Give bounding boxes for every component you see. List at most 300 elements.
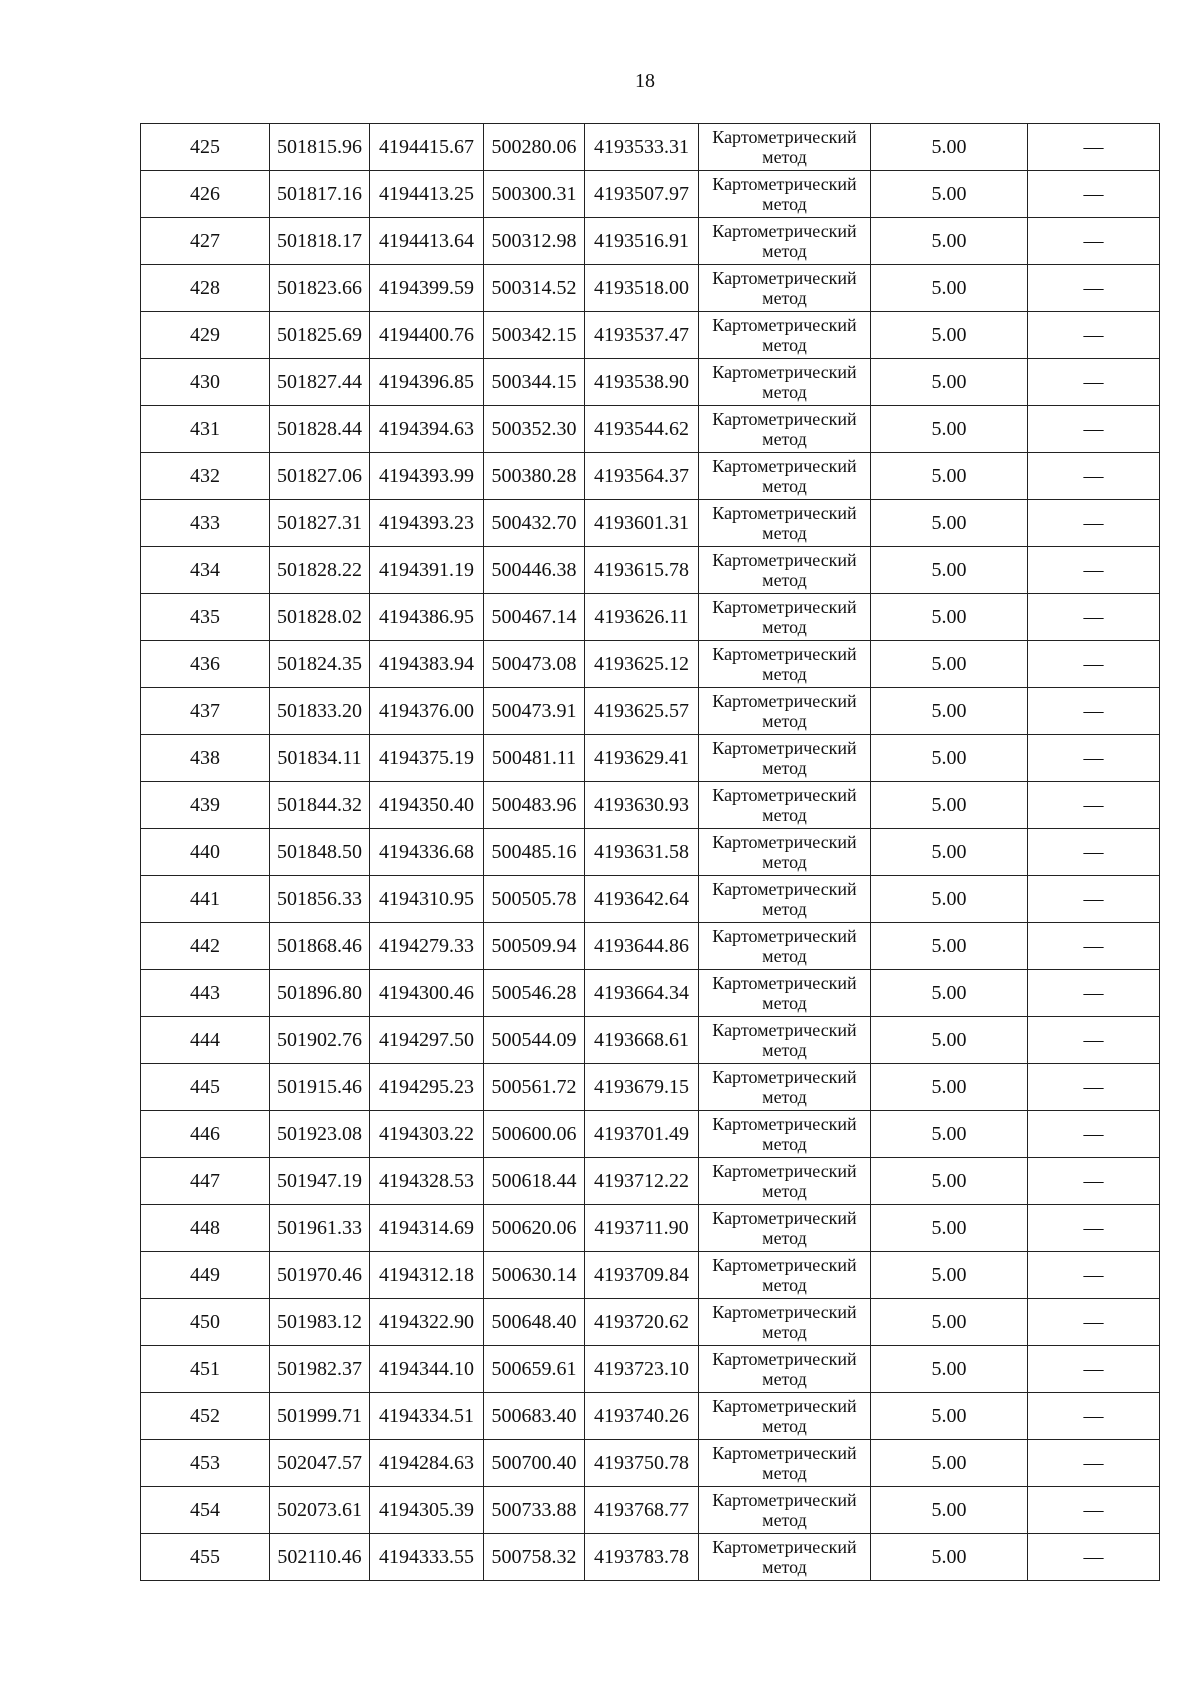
note-cell: — bbox=[1028, 876, 1160, 923]
table-row bbox=[141, 735, 1160, 782]
x-existing-cell: 501915.46 bbox=[270, 1064, 370, 1111]
method-label-line1: Картометрический bbox=[712, 1114, 857, 1134]
y-refined-cell: 4193664.34 bbox=[585, 970, 699, 1017]
table-row bbox=[141, 1111, 1160, 1158]
y-refined-cell: 4193668.61 bbox=[585, 1017, 699, 1064]
note-cell: — bbox=[1028, 1534, 1160, 1581]
table-row bbox=[141, 1393, 1160, 1440]
method-cell bbox=[699, 1346, 871, 1393]
method-label-line1: Картометрический bbox=[712, 1537, 857, 1557]
method-label-line2: метод bbox=[762, 1369, 807, 1389]
method-cell bbox=[699, 453, 871, 500]
method-label-line2: метод bbox=[762, 1510, 807, 1530]
x-existing-cell: 502110.46 bbox=[270, 1534, 370, 1581]
method-cell bbox=[699, 688, 871, 735]
y-existing-cell: 4194279.33 bbox=[370, 923, 484, 970]
accuracy-cell: 5.00 bbox=[871, 1393, 1028, 1440]
point-number-cell: 437 bbox=[141, 688, 270, 735]
y-existing-cell: 4194399.59 bbox=[370, 265, 484, 312]
x-existing-cell: 501970.46 bbox=[270, 1252, 370, 1299]
note-cell: — bbox=[1028, 1299, 1160, 1346]
x-existing-cell: 501828.02 bbox=[270, 594, 370, 641]
x-refined-cell: 500758.32 bbox=[484, 1534, 585, 1581]
y-refined-cell: 4193629.41 bbox=[585, 735, 699, 782]
note-cell: — bbox=[1028, 218, 1160, 265]
x-existing-cell: 501999.71 bbox=[270, 1393, 370, 1440]
method-label-line1: Картометрический bbox=[712, 879, 857, 899]
method-label-line1: Картометрический bbox=[712, 268, 857, 288]
table-row bbox=[141, 923, 1160, 970]
method-label-line1: Картометрический bbox=[712, 785, 857, 805]
method-cell bbox=[699, 1393, 871, 1440]
y-refined-cell: 4193709.84 bbox=[585, 1252, 699, 1299]
accuracy-cell: 5.00 bbox=[871, 1534, 1028, 1581]
accuracy-cell: 5.00 bbox=[871, 1111, 1028, 1158]
method-label-line2: метод bbox=[762, 1322, 807, 1342]
x-existing-cell: 501823.66 bbox=[270, 265, 370, 312]
note-cell: — bbox=[1028, 1346, 1160, 1393]
x-refined-cell: 500561.72 bbox=[484, 1064, 585, 1111]
method-cell bbox=[699, 1487, 871, 1534]
accuracy-cell: 5.00 bbox=[871, 500, 1028, 547]
table-row bbox=[141, 1158, 1160, 1205]
method-label-line1: Картометрический bbox=[712, 456, 857, 476]
y-refined-cell: 4193630.93 bbox=[585, 782, 699, 829]
method-label-line1: Картометрический bbox=[712, 362, 857, 382]
y-existing-cell: 4194297.50 bbox=[370, 1017, 484, 1064]
x-refined-cell: 500280.06 bbox=[484, 124, 585, 171]
x-existing-cell: 501834.11 bbox=[270, 735, 370, 782]
point-number-cell: 441 bbox=[141, 876, 270, 923]
x-existing-cell: 501818.17 bbox=[270, 218, 370, 265]
x-existing-cell: 501828.44 bbox=[270, 406, 370, 453]
x-refined-cell: 500344.15 bbox=[484, 359, 585, 406]
y-refined-cell: 4193723.10 bbox=[585, 1346, 699, 1393]
method-label-line1: Картометрический bbox=[712, 691, 857, 711]
accuracy-cell: 5.00 bbox=[871, 735, 1028, 782]
table-row bbox=[141, 359, 1160, 406]
y-existing-cell: 4194386.95 bbox=[370, 594, 484, 641]
point-number-cell: 444 bbox=[141, 1017, 270, 1064]
note-cell: — bbox=[1028, 1252, 1160, 1299]
method-label-line1: Картометрический bbox=[712, 127, 857, 147]
method-label-line1: Картометрический bbox=[712, 409, 857, 429]
table-row bbox=[141, 1346, 1160, 1393]
coordinates-table bbox=[140, 123, 1160, 1581]
y-existing-cell: 4194303.22 bbox=[370, 1111, 484, 1158]
accuracy-cell: 5.00 bbox=[871, 923, 1028, 970]
y-refined-cell: 4193538.90 bbox=[585, 359, 699, 406]
x-existing-cell: 501868.46 bbox=[270, 923, 370, 970]
y-refined-cell: 4193533.31 bbox=[585, 124, 699, 171]
method-cell bbox=[699, 970, 871, 1017]
method-label-line2: метод bbox=[762, 1557, 807, 1577]
point-number-cell: 454 bbox=[141, 1487, 270, 1534]
y-refined-cell: 4193626.11 bbox=[585, 594, 699, 641]
accuracy-cell: 5.00 bbox=[871, 265, 1028, 312]
x-refined-cell: 500733.88 bbox=[484, 1487, 585, 1534]
table-row bbox=[141, 782, 1160, 829]
x-refined-cell: 500380.28 bbox=[484, 453, 585, 500]
accuracy-cell: 5.00 bbox=[871, 1346, 1028, 1393]
method-label-line2: метод bbox=[762, 899, 807, 919]
y-existing-cell: 4194413.25 bbox=[370, 171, 484, 218]
point-number-cell: 446 bbox=[141, 1111, 270, 1158]
y-existing-cell: 4194334.51 bbox=[370, 1393, 484, 1440]
y-existing-cell: 4194295.23 bbox=[370, 1064, 484, 1111]
method-label-line1: Картометрический bbox=[712, 221, 857, 241]
y-existing-cell: 4194383.94 bbox=[370, 641, 484, 688]
method-label-line2: метод bbox=[762, 617, 807, 637]
y-refined-cell: 4193625.12 bbox=[585, 641, 699, 688]
accuracy-cell: 5.00 bbox=[871, 829, 1028, 876]
method-label-line2: метод bbox=[762, 852, 807, 872]
method-label-line2: метод bbox=[762, 1087, 807, 1107]
y-existing-cell: 4194393.23 bbox=[370, 500, 484, 547]
accuracy-cell: 5.00 bbox=[871, 359, 1028, 406]
x-existing-cell: 501815.96 bbox=[270, 124, 370, 171]
accuracy-cell: 5.00 bbox=[871, 547, 1028, 594]
method-cell bbox=[699, 1440, 871, 1487]
method-label-line2: метод bbox=[762, 523, 807, 543]
note-cell: — bbox=[1028, 1158, 1160, 1205]
x-refined-cell: 500483.96 bbox=[484, 782, 585, 829]
x-existing-cell: 501902.76 bbox=[270, 1017, 370, 1064]
point-number-cell: 438 bbox=[141, 735, 270, 782]
y-existing-cell: 4194375.19 bbox=[370, 735, 484, 782]
table-row bbox=[141, 1064, 1160, 1111]
method-label-line2: метод bbox=[762, 946, 807, 966]
table-row bbox=[141, 1205, 1160, 1252]
y-refined-cell: 4193537.47 bbox=[585, 312, 699, 359]
method-cell bbox=[699, 876, 871, 923]
note-cell: — bbox=[1028, 1017, 1160, 1064]
x-existing-cell: 501827.44 bbox=[270, 359, 370, 406]
note-cell: — bbox=[1028, 829, 1160, 876]
accuracy-cell: 5.00 bbox=[871, 970, 1028, 1017]
y-refined-cell: 4193740.26 bbox=[585, 1393, 699, 1440]
table-row bbox=[141, 1487, 1160, 1534]
y-existing-cell: 4194396.85 bbox=[370, 359, 484, 406]
point-number-cell: 451 bbox=[141, 1346, 270, 1393]
note-cell: — bbox=[1028, 923, 1160, 970]
table-row bbox=[141, 876, 1160, 923]
point-number-cell: 450 bbox=[141, 1299, 270, 1346]
method-label-line2: метод bbox=[762, 429, 807, 449]
x-existing-cell: 501947.19 bbox=[270, 1158, 370, 1205]
point-number-cell: 449 bbox=[141, 1252, 270, 1299]
x-existing-cell: 501983.12 bbox=[270, 1299, 370, 1346]
x-refined-cell: 500352.30 bbox=[484, 406, 585, 453]
table-row bbox=[141, 547, 1160, 594]
note-cell: — bbox=[1028, 1064, 1160, 1111]
x-refined-cell: 500314.52 bbox=[484, 265, 585, 312]
y-existing-cell: 4194305.39 bbox=[370, 1487, 484, 1534]
y-refined-cell: 4193625.57 bbox=[585, 688, 699, 735]
y-refined-cell: 4193631.58 bbox=[585, 829, 699, 876]
method-label-line1: Картометрический bbox=[712, 1020, 857, 1040]
y-refined-cell: 4193768.77 bbox=[585, 1487, 699, 1534]
y-refined-cell: 4193601.31 bbox=[585, 500, 699, 547]
method-label-line1: Картометрический bbox=[712, 174, 857, 194]
note-cell: — bbox=[1028, 735, 1160, 782]
method-cell bbox=[699, 829, 871, 876]
accuracy-cell: 5.00 bbox=[871, 1440, 1028, 1487]
method-label-line1: Картометрический bbox=[712, 832, 857, 852]
method-cell bbox=[699, 782, 871, 829]
method-cell bbox=[699, 1299, 871, 1346]
accuracy-cell: 5.00 bbox=[871, 1064, 1028, 1111]
table-row bbox=[141, 1440, 1160, 1487]
y-refined-cell: 4193642.64 bbox=[585, 876, 699, 923]
accuracy-cell: 5.00 bbox=[871, 1299, 1028, 1346]
method-cell bbox=[699, 312, 871, 359]
method-label-line1: Картометрический bbox=[712, 1443, 857, 1463]
point-number-cell: 439 bbox=[141, 782, 270, 829]
note-cell: — bbox=[1028, 453, 1160, 500]
table-row bbox=[141, 688, 1160, 735]
table-row bbox=[141, 500, 1160, 547]
note-cell: — bbox=[1028, 312, 1160, 359]
note-cell: — bbox=[1028, 970, 1160, 1017]
method-cell bbox=[699, 1252, 871, 1299]
x-existing-cell: 501982.37 bbox=[270, 1346, 370, 1393]
point-number-cell: 430 bbox=[141, 359, 270, 406]
y-refined-cell: 4193720.62 bbox=[585, 1299, 699, 1346]
y-refined-cell: 4193507.97 bbox=[585, 171, 699, 218]
y-existing-cell: 4194344.10 bbox=[370, 1346, 484, 1393]
method-label-line2: метод bbox=[762, 1416, 807, 1436]
note-cell: — bbox=[1028, 594, 1160, 641]
method-label-line2: метод bbox=[762, 664, 807, 684]
accuracy-cell: 5.00 bbox=[871, 782, 1028, 829]
y-existing-cell: 4194400.76 bbox=[370, 312, 484, 359]
method-label-line1: Картометрический bbox=[712, 1067, 857, 1087]
x-refined-cell: 500546.28 bbox=[484, 970, 585, 1017]
point-number-cell: 452 bbox=[141, 1393, 270, 1440]
method-cell bbox=[699, 124, 871, 171]
x-existing-cell: 501896.80 bbox=[270, 970, 370, 1017]
accuracy-cell: 5.00 bbox=[871, 218, 1028, 265]
x-refined-cell: 500544.09 bbox=[484, 1017, 585, 1064]
x-existing-cell: 501824.35 bbox=[270, 641, 370, 688]
accuracy-cell: 5.00 bbox=[871, 453, 1028, 500]
y-existing-cell: 4194336.68 bbox=[370, 829, 484, 876]
y-refined-cell: 4193544.62 bbox=[585, 406, 699, 453]
table-row bbox=[141, 1299, 1160, 1346]
method-label-line2: метод bbox=[762, 993, 807, 1013]
table-row bbox=[141, 312, 1160, 359]
y-existing-cell: 4194284.63 bbox=[370, 1440, 484, 1487]
accuracy-cell: 5.00 bbox=[871, 312, 1028, 359]
point-number-cell: 448 bbox=[141, 1205, 270, 1252]
method-label-line2: метод bbox=[762, 805, 807, 825]
y-existing-cell: 4194391.19 bbox=[370, 547, 484, 594]
x-refined-cell: 500648.40 bbox=[484, 1299, 585, 1346]
note-cell: — bbox=[1028, 359, 1160, 406]
point-number-cell: 442 bbox=[141, 923, 270, 970]
y-existing-cell: 4194310.95 bbox=[370, 876, 484, 923]
method-label-line2: метод bbox=[762, 1181, 807, 1201]
method-label-line2: метод bbox=[762, 382, 807, 402]
x-existing-cell: 501856.33 bbox=[270, 876, 370, 923]
y-existing-cell: 4194300.46 bbox=[370, 970, 484, 1017]
point-number-cell: 425 bbox=[141, 124, 270, 171]
note-cell: — bbox=[1028, 1440, 1160, 1487]
note-cell: — bbox=[1028, 1205, 1160, 1252]
method-cell bbox=[699, 1064, 871, 1111]
note-cell: — bbox=[1028, 265, 1160, 312]
y-refined-cell: 4193516.91 bbox=[585, 218, 699, 265]
method-label-line1: Картометрический bbox=[712, 1396, 857, 1416]
x-refined-cell: 500485.16 bbox=[484, 829, 585, 876]
y-existing-cell: 4194328.53 bbox=[370, 1158, 484, 1205]
point-number-cell: 429 bbox=[141, 312, 270, 359]
method-cell bbox=[699, 1534, 871, 1581]
point-number-cell: 433 bbox=[141, 500, 270, 547]
note-cell: — bbox=[1028, 547, 1160, 594]
method-label-line2: метод bbox=[762, 476, 807, 496]
note-cell: — bbox=[1028, 124, 1160, 171]
accuracy-cell: 5.00 bbox=[871, 1205, 1028, 1252]
accuracy-cell: 5.00 bbox=[871, 1017, 1028, 1064]
x-refined-cell: 500659.61 bbox=[484, 1346, 585, 1393]
method-label-line1: Картометрический bbox=[712, 973, 857, 993]
method-label-line2: метод bbox=[762, 570, 807, 590]
y-refined-cell: 4193564.37 bbox=[585, 453, 699, 500]
x-existing-cell: 501825.69 bbox=[270, 312, 370, 359]
table-row bbox=[141, 1252, 1160, 1299]
method-label-line2: метод bbox=[762, 1275, 807, 1295]
point-number-cell: 434 bbox=[141, 547, 270, 594]
x-existing-cell: 501817.16 bbox=[270, 171, 370, 218]
method-label-line1: Картометрический bbox=[712, 1302, 857, 1322]
accuracy-cell: 5.00 bbox=[871, 688, 1028, 735]
method-label-line1: Картометрический bbox=[712, 1255, 857, 1275]
method-label-line2: метод bbox=[762, 1134, 807, 1154]
y-existing-cell: 4194350.40 bbox=[370, 782, 484, 829]
method-label-line2: метод bbox=[762, 1228, 807, 1248]
x-existing-cell: 501848.50 bbox=[270, 829, 370, 876]
method-label-line1: Картометрический bbox=[712, 926, 857, 946]
method-label-line1: Картометрический bbox=[712, 550, 857, 570]
point-number-cell: 440 bbox=[141, 829, 270, 876]
method-cell bbox=[699, 218, 871, 265]
y-existing-cell: 4194314.69 bbox=[370, 1205, 484, 1252]
x-existing-cell: 502047.57 bbox=[270, 1440, 370, 1487]
table-row bbox=[141, 594, 1160, 641]
y-existing-cell: 4194394.63 bbox=[370, 406, 484, 453]
method-label-line1: Картометрический bbox=[712, 597, 857, 617]
method-cell bbox=[699, 735, 871, 782]
x-refined-cell: 500600.06 bbox=[484, 1111, 585, 1158]
table-row bbox=[141, 1534, 1160, 1581]
note-cell: — bbox=[1028, 1487, 1160, 1534]
method-label-line1: Картометрический bbox=[712, 1208, 857, 1228]
x-refined-cell: 500432.70 bbox=[484, 500, 585, 547]
y-refined-cell: 4193644.86 bbox=[585, 923, 699, 970]
method-label-line2: метод bbox=[762, 758, 807, 778]
accuracy-cell: 5.00 bbox=[871, 124, 1028, 171]
x-refined-cell: 500473.08 bbox=[484, 641, 585, 688]
accuracy-cell: 5.00 bbox=[871, 641, 1028, 688]
y-refined-cell: 4193615.78 bbox=[585, 547, 699, 594]
table-row bbox=[141, 641, 1160, 688]
x-existing-cell: 501828.22 bbox=[270, 547, 370, 594]
method-label-line2: метод bbox=[762, 1040, 807, 1060]
accuracy-cell: 5.00 bbox=[871, 1158, 1028, 1205]
x-refined-cell: 500683.40 bbox=[484, 1393, 585, 1440]
table-body bbox=[141, 124, 1160, 1581]
method-cell bbox=[699, 500, 871, 547]
x-existing-cell: 501833.20 bbox=[270, 688, 370, 735]
point-number-cell: 426 bbox=[141, 171, 270, 218]
accuracy-cell: 5.00 bbox=[871, 876, 1028, 923]
method-label-line2: метод bbox=[762, 1463, 807, 1483]
note-cell: — bbox=[1028, 641, 1160, 688]
y-existing-cell: 4194333.55 bbox=[370, 1534, 484, 1581]
x-existing-cell: 501961.33 bbox=[270, 1205, 370, 1252]
method-cell bbox=[699, 594, 871, 641]
accuracy-cell: 5.00 bbox=[871, 1487, 1028, 1534]
point-number-cell: 432 bbox=[141, 453, 270, 500]
method-label-line1: Картометрический bbox=[712, 1349, 857, 1369]
y-refined-cell: 4193701.49 bbox=[585, 1111, 699, 1158]
x-refined-cell: 500505.78 bbox=[484, 876, 585, 923]
table-row bbox=[141, 124, 1160, 171]
method-cell bbox=[699, 1158, 871, 1205]
y-refined-cell: 4193750.78 bbox=[585, 1440, 699, 1487]
x-refined-cell: 500300.31 bbox=[484, 171, 585, 218]
method-label-line2: метод bbox=[762, 147, 807, 167]
table-row bbox=[141, 406, 1160, 453]
method-label-line1: Картометрический bbox=[712, 738, 857, 758]
x-refined-cell: 500312.98 bbox=[484, 218, 585, 265]
table-row bbox=[141, 171, 1160, 218]
method-label-line1: Картометрический bbox=[712, 1161, 857, 1181]
method-label-line2: метод bbox=[762, 288, 807, 308]
note-cell: — bbox=[1028, 782, 1160, 829]
y-refined-cell: 4193783.78 bbox=[585, 1534, 699, 1581]
y-existing-cell: 4194415.67 bbox=[370, 124, 484, 171]
method-label-line1: Картометрический bbox=[712, 315, 857, 335]
method-cell bbox=[699, 1111, 871, 1158]
x-refined-cell: 500342.15 bbox=[484, 312, 585, 359]
accuracy-cell: 5.00 bbox=[871, 594, 1028, 641]
method-cell bbox=[699, 406, 871, 453]
y-existing-cell: 4194393.99 bbox=[370, 453, 484, 500]
method-cell bbox=[699, 1017, 871, 1064]
note-cell: — bbox=[1028, 688, 1160, 735]
method-cell bbox=[699, 171, 871, 218]
y-existing-cell: 4194413.64 bbox=[370, 218, 484, 265]
method-cell bbox=[699, 641, 871, 688]
method-cell bbox=[699, 923, 871, 970]
x-existing-cell: 502073.61 bbox=[270, 1487, 370, 1534]
point-number-cell: 447 bbox=[141, 1158, 270, 1205]
note-cell: — bbox=[1028, 1393, 1160, 1440]
x-refined-cell: 500467.14 bbox=[484, 594, 585, 641]
method-cell bbox=[699, 547, 871, 594]
x-refined-cell: 500618.44 bbox=[484, 1158, 585, 1205]
method-label-line2: метод bbox=[762, 194, 807, 214]
x-refined-cell: 500620.06 bbox=[484, 1205, 585, 1252]
point-number-cell: 445 bbox=[141, 1064, 270, 1111]
method-cell bbox=[699, 265, 871, 312]
table-row bbox=[141, 970, 1160, 1017]
accuracy-cell: 5.00 bbox=[871, 171, 1028, 218]
table-row bbox=[141, 265, 1160, 312]
